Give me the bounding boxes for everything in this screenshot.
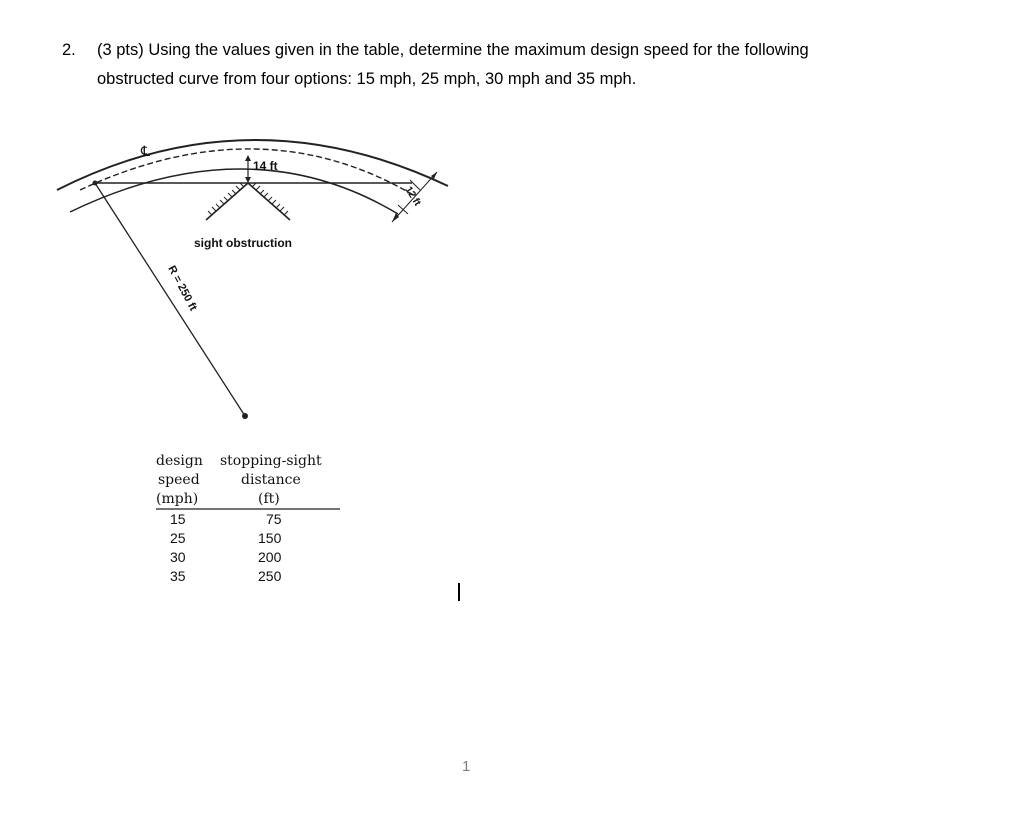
- obstruction-label: sight obstruction: [194, 236, 292, 250]
- table-speed-cell: 30: [170, 549, 186, 565]
- table-distance-cell: 75: [266, 511, 282, 527]
- page-number: 1: [462, 758, 471, 775]
- offset-arrow-top: [245, 155, 251, 161]
- stopping-sight-distance-table: [156, 453, 340, 584]
- question-number: 2.: [62, 41, 76, 59]
- curve-center-point: [242, 413, 248, 419]
- centerline-symbol: ℄: [141, 143, 150, 159]
- table-distance-cell: 150: [258, 530, 282, 546]
- table-header-speed-line1: design: [156, 453, 203, 469]
- table-header-speed-line2: speed: [158, 472, 200, 488]
- table-speed-cell: 25: [170, 530, 186, 546]
- question-text: (3 pts) Using the values given in the table, determine the maximum design speed for the following obstructed curve from four options: 15 mph, 25 mph, 30 mph and 35 mph.: [97, 41, 809, 88]
- table-speed-cell: 15: [170, 511, 186, 527]
- offset-label: 14 ft: [253, 159, 278, 173]
- lane-width-label: 12 ft: [402, 184, 423, 209]
- table-distance-cell: 200: [258, 549, 282, 565]
- table-header-speed-line3: (mph): [156, 491, 199, 507]
- sight-obstruction-icon: [206, 183, 290, 220]
- table-speed-cell: 35: [170, 568, 186, 584]
- text-cursor: [458, 583, 460, 601]
- radius-line: [95, 183, 245, 416]
- radius-label: R = 250 ft: [165, 263, 200, 313]
- table-header-distance-line1: stopping-sight: [220, 453, 322, 469]
- table-header-distance-line3: (ft): [258, 491, 280, 507]
- offset-arrow-bottom: [245, 177, 251, 183]
- table-distance-cell: 250: [258, 568, 282, 584]
- table-header-distance-line2: distance: [241, 472, 301, 488]
